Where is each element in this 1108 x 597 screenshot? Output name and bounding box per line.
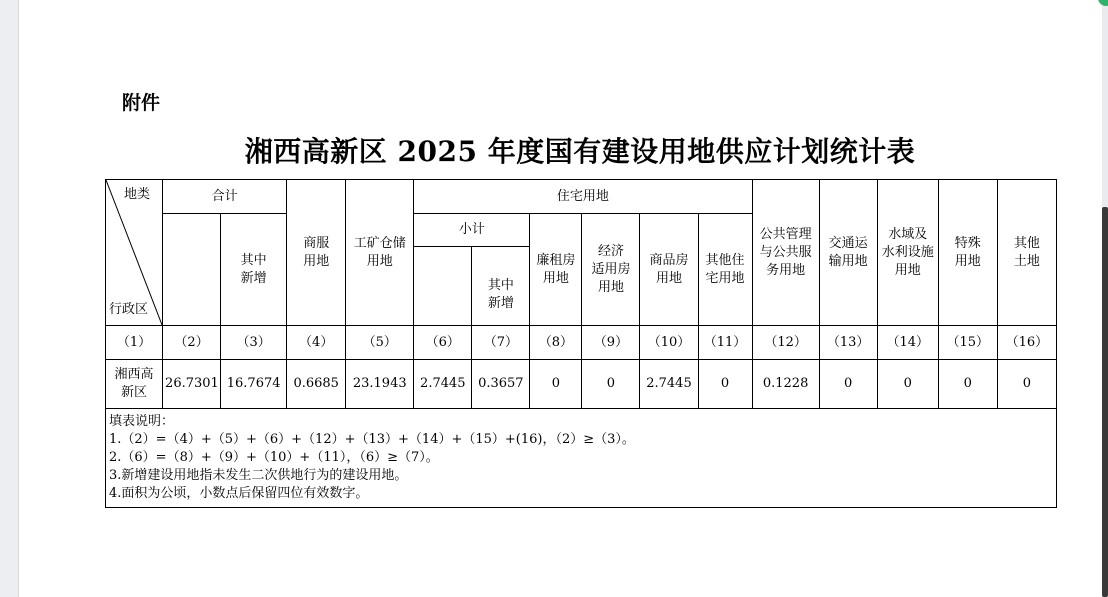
column-number: （16） xyxy=(997,326,1056,360)
column-number: （7） xyxy=(472,326,530,360)
value-cell: 0 xyxy=(997,360,1056,409)
value-cell: 0 xyxy=(530,360,582,409)
note-line: 1.（2）=（4）+（5）+（6）+（12）+（13）+（14）+（15）+(16)，（2）≥（3）。 xyxy=(109,432,635,447)
header-other-land: 其他 土地 xyxy=(997,180,1056,326)
value-cell: 2.7445 xyxy=(414,360,472,409)
attachment-label: 附件 xyxy=(122,92,161,114)
value-cell: 26.7301 xyxy=(163,360,221,409)
value-cell: 0.3657 xyxy=(472,360,530,409)
value-cell: 0 xyxy=(698,360,752,409)
column-number: （2） xyxy=(163,326,221,360)
column-number: （12） xyxy=(752,326,819,360)
header-special: 特殊 用地 xyxy=(938,180,997,326)
value-cell: 0.1228 xyxy=(752,360,819,409)
land-supply-table xyxy=(105,179,1057,508)
column-number: （11） xyxy=(698,326,752,360)
left-gutter xyxy=(0,0,19,597)
vertical-scrollbar[interactable] xyxy=(1102,207,1108,597)
region-cell: 湘西高 新区 xyxy=(106,360,163,409)
note-line: 2.（6）=（8）+（9）+（10）+（11），（6）≥（7）。 xyxy=(109,450,439,465)
column-number: （8） xyxy=(530,326,582,360)
value-cell: 0.6685 xyxy=(287,360,346,409)
header-affordable: 经济 适用房 用地 xyxy=(582,214,640,326)
header-land-type: 地类 xyxy=(124,187,151,202)
header-total-new: 其中 新增 xyxy=(221,214,287,326)
header-transport: 交通运 输用地 xyxy=(819,180,877,326)
diagonal-header-cell xyxy=(106,180,163,326)
column-number: （3） xyxy=(221,326,287,360)
value-cell: 0 xyxy=(582,360,640,409)
value-cell: 0 xyxy=(938,360,997,409)
value-cell: 0 xyxy=(819,360,877,409)
notes-heading: 填表说明： xyxy=(109,414,175,429)
header-water: 水域及 水利设施 用地 xyxy=(877,180,938,326)
column-number: （13） xyxy=(819,326,877,360)
value-cell: 23.1943 xyxy=(346,360,414,409)
header-residential: 住宅用地 xyxy=(414,180,752,214)
header-commodity: 商品房 用地 xyxy=(640,214,698,326)
column-number: （6） xyxy=(414,326,472,360)
value-cell: 0 xyxy=(877,360,938,409)
column-number: （15） xyxy=(938,326,997,360)
document-title: 湘西高新区 2025 年度国有建设用地供应计划统计表 xyxy=(244,135,916,168)
column-number: （4） xyxy=(287,326,346,360)
value-cell: 2.7445 xyxy=(640,360,698,409)
header-commercial: 商服 用地 xyxy=(287,180,346,326)
value-cell: 16.7674 xyxy=(221,360,287,409)
header-total: 合计 xyxy=(163,180,287,214)
header-other-residential: 其他住 宅用地 xyxy=(698,214,752,326)
column-number: （14） xyxy=(877,326,938,360)
header-subtotal: 小计 xyxy=(414,214,530,247)
header-region: 行政区 xyxy=(109,302,149,317)
note-line: 4.面积为公顷，小数点后保留四位有效数字。 xyxy=(109,486,369,501)
column-number: （9） xyxy=(582,326,640,360)
header-industrial: 工矿仓储 用地 xyxy=(346,180,414,326)
column-number: （5） xyxy=(346,326,414,360)
header-subtotal-new: 其中 新增 xyxy=(472,247,530,326)
header-public: 公共管理 与公共服 务用地 xyxy=(752,180,819,326)
header-subtotal-all xyxy=(414,247,472,326)
column-number: （1） xyxy=(106,326,163,360)
note-line: 3.新增建设用地指未发生二次供地行为的建设用地。 xyxy=(109,468,408,483)
header-lowrent: 廉租房 用地 xyxy=(530,214,582,326)
header-total-all xyxy=(163,214,221,326)
notes-cell xyxy=(106,409,1057,508)
column-number: （10） xyxy=(640,326,698,360)
